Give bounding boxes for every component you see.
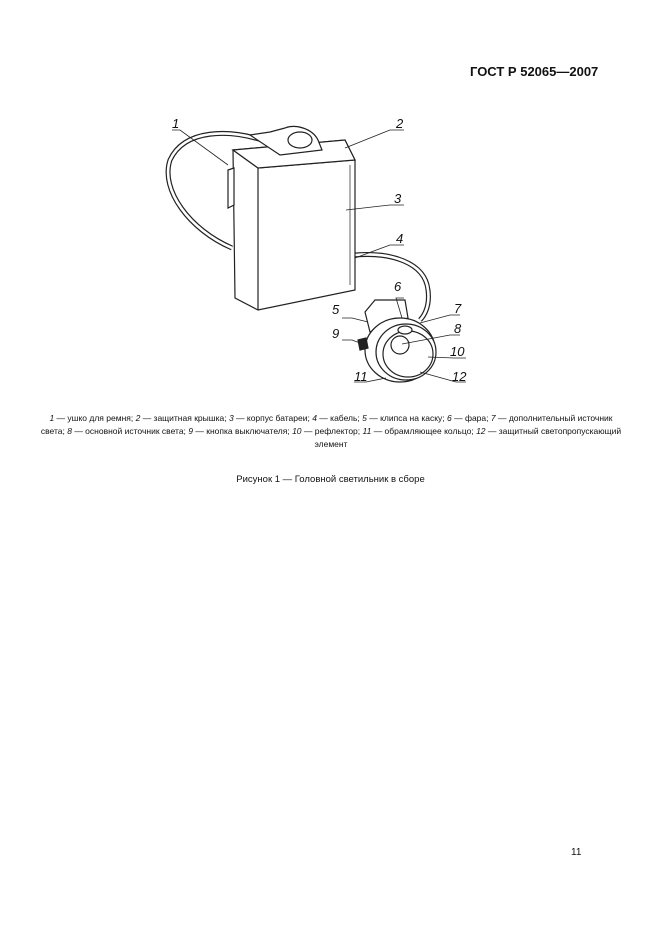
page-number: 11 — [571, 847, 582, 858]
legend-item: 10 — рефлектор; — [292, 426, 363, 436]
figure-label-11: 11 — [354, 369, 368, 384]
headlamp-assembly-drawing — [0, 0, 661, 420]
figure-label-3: 3 — [394, 191, 402, 206]
legend-item: 5 — клипса на каску; — [362, 413, 447, 423]
figure-legend — [40, 412, 622, 451]
legend-item: 9 — кнопка выключателя; — [188, 426, 293, 436]
legend-item: 8 — основной источник света; — [67, 426, 189, 436]
legend-item: 11 — обрамляющее кольцо; — [362, 426, 477, 436]
figure-label-10: 10 — [450, 344, 465, 359]
figure-caption: Рисунок 1 — Головной светильник в сборе — [236, 474, 425, 485]
figure-label-12: 12 — [452, 369, 467, 384]
aux-light-source — [398, 326, 412, 334]
figure-label-4: 4 — [396, 231, 404, 246]
figure-label-2: 2 — [396, 116, 404, 131]
legend-item: 7 — дополнительный источник света; — [40, 413, 613, 436]
legend-item: 1 — ушко для ремня; — [49, 413, 136, 423]
standard-code: ГОСТ Р 52065—2007 — [470, 64, 599, 79]
legend-item: 6 — фара; — [447, 413, 491, 423]
legend-item: 3 — корпус батареи; — [228, 413, 313, 423]
figure-label-7: 7 — [454, 301, 462, 316]
legend-item: 12 — защитный светопропускающий элемент — [314, 426, 622, 449]
main-light-source — [391, 336, 409, 354]
figure-label-8: 8 — [454, 321, 462, 336]
figure-label-9: 9 — [332, 326, 340, 341]
legend-item: 4 — кабель; — [312, 413, 363, 423]
figure-label-1: 1 — [172, 116, 180, 131]
switch-button — [358, 338, 368, 350]
figure-label-6: 6 — [394, 279, 402, 294]
figure-label-5: 5 — [332, 302, 340, 317]
legend-item: 2 — защитная крышка; — [135, 413, 229, 423]
belt-loop — [228, 168, 234, 208]
